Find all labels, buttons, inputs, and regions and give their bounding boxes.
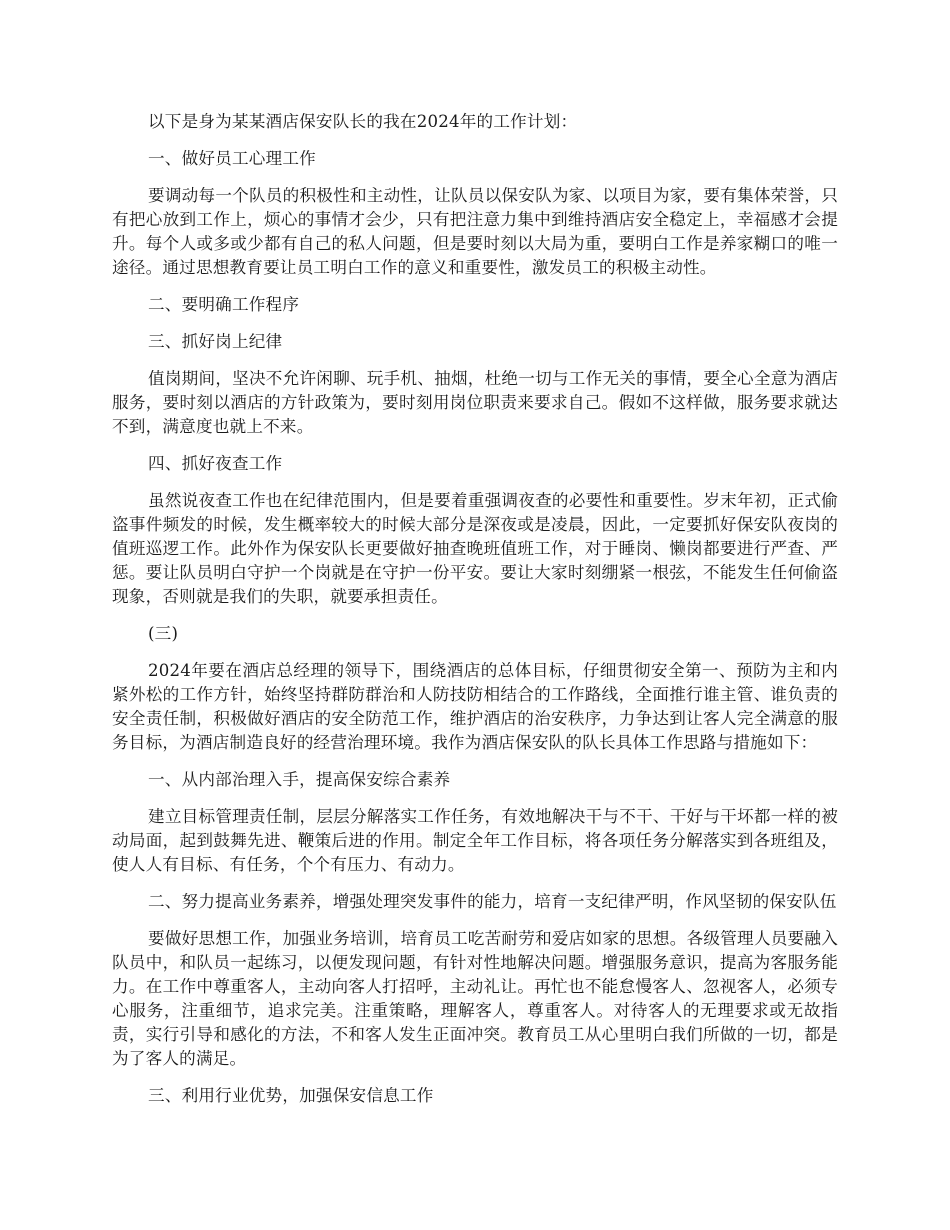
body-paragraph: 值岗期间，坚决不允许闲聊、玩手机、抽烟，杜绝一切与工作无关的事情，要全心全意为酒店服务，要时刻以酒店的方针政策为，要时刻用岗位职责来要求自己。假如不这样做，服务要求就达不到，满意度也就上不来。	[112, 369, 838, 436]
body-paragraph: 虽然说夜查工作也在纪律范围内，但是要着重强调夜查的必要性和重要性。岁末年初，正式偷盗事件频发的时候，发生概率较大的时候大部分是深夜或是凌晨，因此，一定要抓好保安队夜岗的值班巡逻工作。此外作为保安队长更要做好抽查晚班值班工作，对于睡岗、懒岗都要进行严查、严惩。要让队员明白守护一个岗就是在守护一份平安。要让大家时刻绷紧一根弦，不能发生任何偷盗现象，否则就是我们的失职，就要承担责任。	[112, 491, 838, 606]
body-paragraph: 建立目标管理责任制，层层分解落实工作任务，有效地解决干与不干、干好与干坏都一样的被动局面，起到鼓舞先进、鞭策后进的作用。制定全年工作目标，将各项任务分解落实到各班组及，使人人有目标、有任务，个个有压力、有动力。	[112, 807, 838, 874]
section-heading-4: 四、抓好夜查工作	[148, 454, 283, 473]
section-heading-1: 一、做好员工心理工作	[148, 149, 316, 168]
section-heading-5: 一、从内部治理入手，提高保安综合素养	[148, 770, 451, 789]
section-heading-6: 二、努力提高业务素养，增强处理突发事件的能力，培育一支纪律严明，作风坚韧的保安队伍	[148, 892, 837, 911]
body-paragraph: 要做好思想工作，加强业务培训，培育员工吃苦耐劳和爱店如家的思想。各级管理人员要融入队员中，和队员一起练习，以便发现问题，有针对性地解决问题。增强服务意识，提高为客服务能力。在工作中尊重客人，主动向客人打招呼，主动礼让。再忙也不能怠慢客人、忽视客人，必须专心服务，注重细节，追求完美。注重策略，理解客人，尊重客人。对待客人的无理要求或无故指责，实行引导和感化的方法，不和客人发生正面冲突。教育员工从心里明白我们所做的一切，都是为了客人的满足。	[112, 929, 838, 1068]
intro-paragraph: 以下是身为某某酒店保安队长的我在2024年的工作计划：	[148, 112, 578, 131]
section-heading-7: 三、利用行业优势，加强保安信息工作	[148, 1086, 434, 1105]
body-paragraph: 2024年要在酒店总经理的领导下，围绕酒店的总体目标，仔细贯彻安全第一、预防为主和内紧外松的工作方针，始终坚持群防群治和人防技防相结合的工作路线，全面推行谁主管、谁负责的安全责任制，积极做好酒店的安全防范工作，维护酒店的治安秩序，力争达到让客人完全满意的服务目标，为酒店制造良好的经营治理环境。我作为酒店保安队的队长具体工作思路与措施如下：	[112, 661, 838, 752]
part-marker: (三)	[148, 624, 179, 643]
body-paragraph: 要调动每一个队员的积极性和主动性，让队员以保安队为家、以项目为家，要有集体荣誉，只有把心放到工作上，烦心的事情才会少，只有把注意力集中到维持酒店安全稳定上，幸福感才会提升。每个人或多或少都有自己的私人问题，但是要时刻以大局为重，要明白工作是养家糊口的唯一途径。通过思想教育要让员工明白工作的意义和重要性，激发员工的积极主动性。	[112, 186, 838, 277]
section-heading-2: 二、要明确工作程序	[148, 295, 300, 314]
section-heading-3: 三、抓好岗上纪律	[148, 332, 283, 351]
